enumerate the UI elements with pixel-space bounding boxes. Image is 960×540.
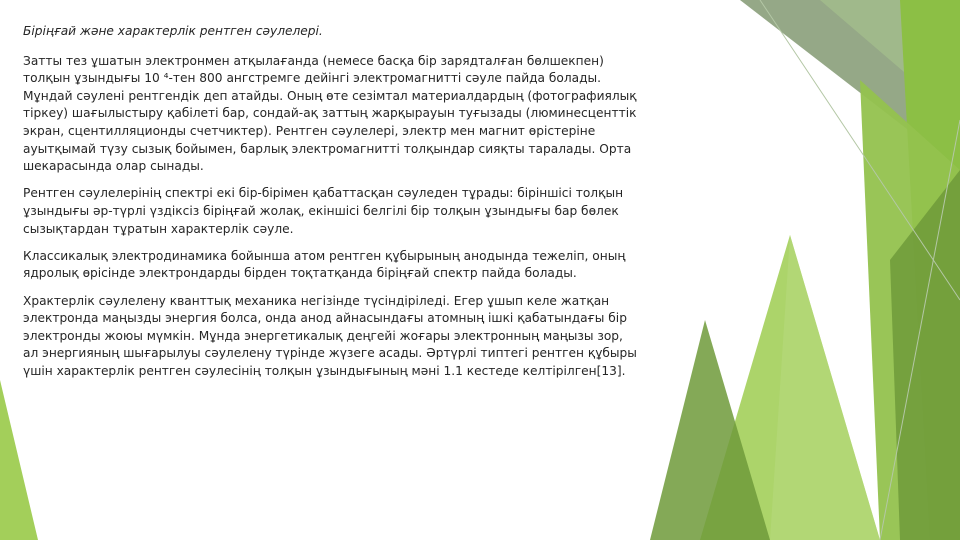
left-green-shard xyxy=(0,380,38,540)
paragraph-4: Храктерлік сәулелену кванттық механика негізінде түсіндіріледі. Егер ұшып келе жатқан электронда маңызды энергия болса, онда анод айнасындағы атомның ішкі қабатындағы бір электронды жоюы мүмкін. Мұнда энергетикалық деңгейі жоғары электронның маңызы зор, ал энергияның шығарылуы сәулелену түрінде жүзеге асады. Әртүрлі типтегі рентген құбыры үшін характерлік рентген сәулесінің толқын ұзындығының мәні 1.1 кестеде келтірілген[13]. xyxy=(23,293,637,378)
paragraph-3: Классикалық электродинамика бойынша атом рентген құбырының анодында тежеліп, оның ядролық өрісінде электрондарды бірден тоқтатқанда біріңғай спектр пайда болады. xyxy=(23,248,626,281)
slide-text-content xyxy=(23,23,641,390)
paragraph-1: Затты тез ұшатын электронмен атқылағанда (немесе басқа бір зарядталған бөлшекпен) толқын ұзындығы 10 ⁴-тен 800 ангстремге дейінгі электромагнитті сәуле пайда болады. Мұндай сәулені рентгендік деп атайды. Оның өте сезімтал материалдардың (фотографиялық тіркеу) шағылыстыру қабілеті бар, сондай-ақ заттың жарқырауын туғызады (люминесценттік экран, сцентилляционды счетчиктер). Рентген сәулелері, электр мен магнит өрістеріне ауытқымай түзу сызық бойымен, барлық электромагнитті толқындар сияқты таралады. Орта шекарасында олар сынады. xyxy=(23,53,637,174)
paragraph-2: Рентген сәулелерінің спектрі екі бір-бірімен қабаттасқан сәуледен тұрады: біріншісі толқын ұзындығы әр-түрлі үздіксіз біріңғай жолақ, екіншісі белгілі бір толқын ұзындығы бар бөлек сызықтардан тұратын характерлік сәуле. xyxy=(23,186,624,236)
slide-title: Біріңғай және характерлік рентген сәулелері. xyxy=(23,24,323,38)
